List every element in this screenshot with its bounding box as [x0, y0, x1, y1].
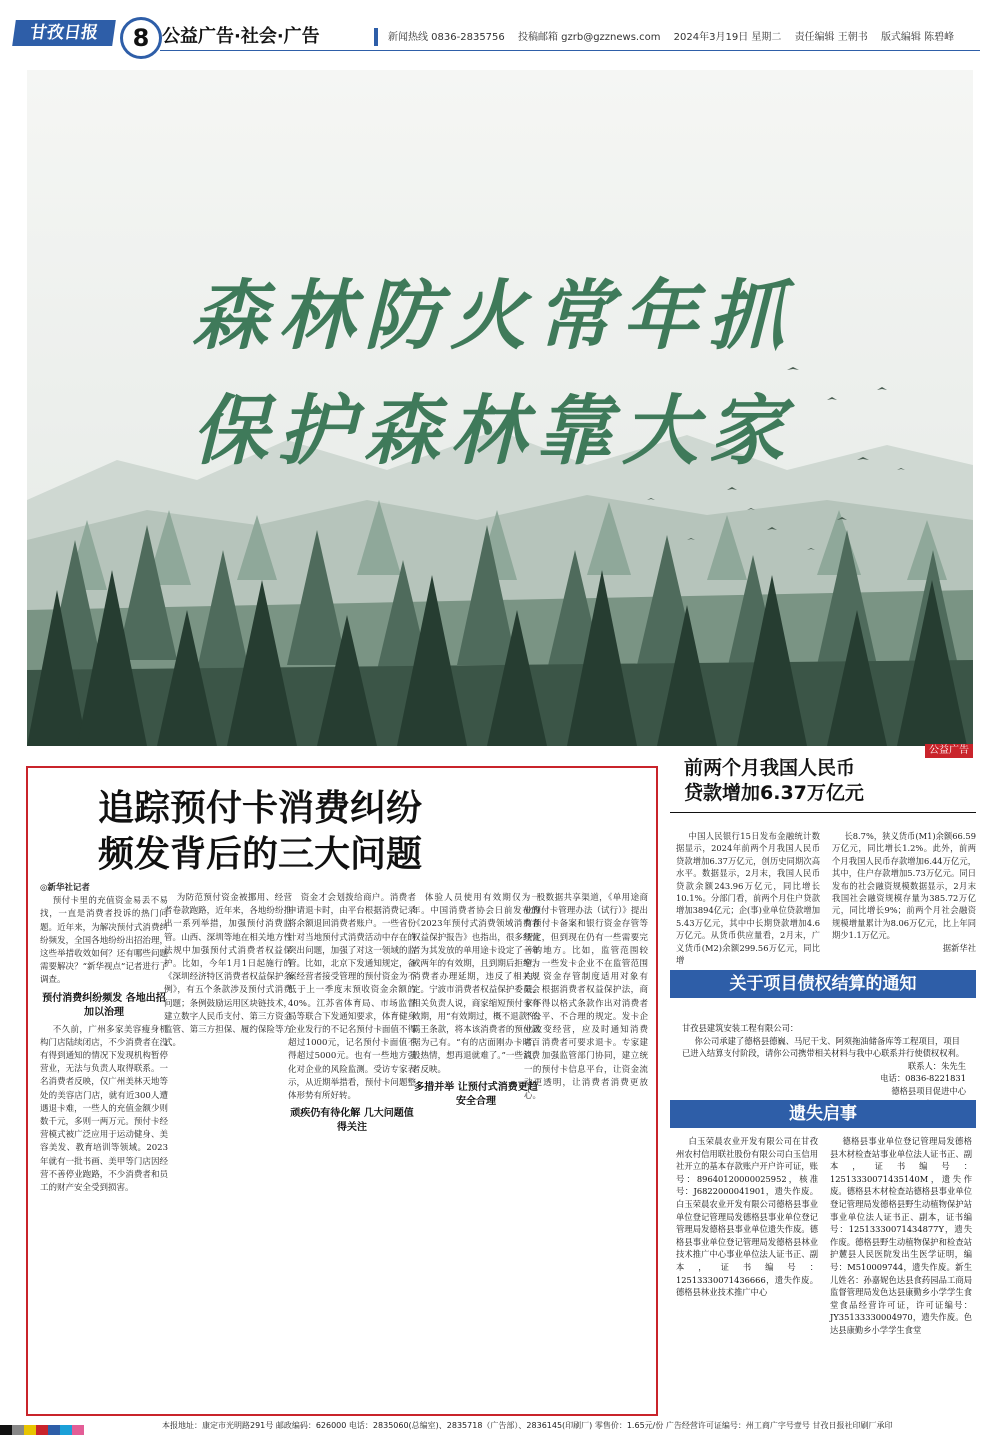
paragraph: 为防范预付资金被挪用、经营者卷款跑路，近年来，各地纷纷推出一系列举措，加强预付消费监管。山西、深圳等地在相关地方性法规中加强预付式消费者权益保护。比如，今年1月1日起施行的《深圳经济特区消费者权益保护条例》，有五个条款涉及预付式消费问题；条例鼓励运用区块链技术，建立数字人民币支付、第三方资金监管、第三方担保、履约保险等方式。	[164, 893, 292, 1049]
lost-notice-title: 遗失启事	[670, 1100, 976, 1128]
paragraph: 不久前，广州多家美容瘦身机构门店陆续闭店，不少消费者在没有得到通知的情况下发现机构暂停营业，无法与负责人取得联系。一名消费者反映，仅广州美林天地等处的美容店门店，就有近300人遭遇退卡难，一些人的充值金额少则数千元，多则一两万元。预付卡经营模式被广泛应用于运动健身、美容美发、教育培训等领域。2023年就有一批书画、美甲等门店因经营不善停业跑路，不少消费者和员工的财产安全受到损害。	[40, 1024, 168, 1194]
subheading-1: 预付消费纠纷频发 各地出招加以治理	[42, 992, 166, 1018]
footer-license: 广告经营许可证编号：州工商广字号壹号	[665, 1421, 810, 1430]
header-rule	[160, 50, 980, 51]
newspaper-logo: 甘孜日报	[12, 20, 116, 46]
lost-column-2	[830, 1135, 972, 1337]
forest-fire-ad	[27, 70, 973, 746]
responsible-editor: 责任编辑 王朝书	[794, 32, 868, 43]
loan-column-2	[832, 830, 976, 954]
notice-body: 你公司承建了德格县德巍、马尼干戈、阿须拖油储备库等工程项目，项目已进入结算支付阶段，请你公司携带相关材料与我中心联系并行使债权权利。	[682, 1035, 965, 1059]
news-source: 据新华社	[942, 942, 976, 953]
notice-title: 关于项目债权结算的通知	[670, 970, 976, 998]
article-column-3	[288, 892, 416, 1402]
article-headline	[98, 786, 598, 878]
footer-printer: 甘孜日报社印刷厂承印	[812, 1421, 893, 1430]
headline-line-1: 追踪预付卡消费纠纷	[98, 788, 423, 829]
ad-label: 公益广告	[925, 744, 973, 758]
slogan-line-1: 森林防火常年抓	[192, 271, 794, 360]
loan-column-1	[676, 830, 820, 966]
footer-postcode: 邮政编码：626000	[275, 1421, 347, 1430]
submission-email[interactable]: 投稿邮箱 gzrb@gzznews.com	[517, 32, 661, 43]
main-article	[26, 766, 658, 1416]
layout-editor: 版式编辑 陈碧峰	[880, 32, 955, 43]
paragraph: 长8.7%，狭义货币(M1)余额66.59万亿元，同比增长1.2%。此外，前两个月我国人民币存款增加6.44万亿元，其中，住户存款增加5.73万亿元。同日发布的社会融资规模数据显示，2月末我国社会融资规模存量为385.72万亿元，同比增长9%；前两个月社会融资规模增量累计为8.06万亿元，比上年同期少1.1万亿元。	[832, 831, 976, 941]
page-number: 8	[120, 17, 162, 59]
paragraph: 德格县事业单位登记管理局发德格县木材检查站事业单位法人证书正、副本，证书编号：12513330071435140M，遗失作废。德格县木材检查站德格县事业单位登记管理局发德格县野生动植物保护站事业单位法人证书正、副本，证书编号：12513330071434877Y，遗失作废。德格县野生动植物保护和检查站护麓县人民医院发出生医学证明，编号：M510009744，遗失作废。新生儿姓名：孙嘉妮色达县食药园品工商局监督管理局发色达县康勤乡小学学生食堂食品经营许可证，许可证编号：JY35133330004970，遗失作废。色达县康勤乡小学学生食堂	[830, 1136, 972, 1335]
subheading-2: 顽疾仍有待化解 几大问题值得关注	[290, 1108, 414, 1134]
print-color-bars	[0, 1420, 84, 1430]
notice-signature: 德格县项目促进中心	[891, 1085, 966, 1096]
footer-price: 零售价：1.65元/份	[594, 1421, 664, 1430]
paragraph: 中国人民银行15日发布金融统计数据显示，2024年前两个月我国人民币贷款增加6.37万亿元，创历史同期次高水平。数据显示，2月末，我国人民币贷款余额243.96万亿元，同比增长10.1%。分部门看，前两个月住户贷款增加3894亿元；企(事)业单位贷款增加5.43万亿元，其中中长期贷款增加4.6万亿元。从货币供应量看，2月末，广义货币(M2)余额299.56万亿元，同比增	[676, 831, 820, 966]
loan-article	[670, 756, 976, 819]
slogan-line-2: 保护森林靠大家	[192, 386, 794, 475]
headline-rule	[670, 812, 976, 813]
loan-headline-2: 贷款增加6.37万亿元	[684, 782, 864, 804]
article-column-4	[412, 892, 540, 1402]
paragraph: 股数据共享渠道，《单用途商业预付卡管理办法（试行）》提出有预付卡备案和银行资金存管等规定，但到现在仍有一些需要完善的地方。比如，监管范围较窄，一些发卡企业不在监管范围内；资金存管制度适用对象有限。根据消费者权益保护法，商家不得以格式条款作出对消费者不公平、不合理的规定。发卡企业改变经营，应及时通知消费者，消费者可要求退卡。专家建议，加强监管部门协同，建立统一的预付卡信息平台，让资金流动更透明，让消费者消费更放心。	[524, 893, 648, 1102]
header-meta	[388, 31, 964, 45]
article-column-5	[524, 892, 648, 1402]
news-hotline: 新闻热线 0836-2835756	[388, 32, 505, 43]
paragraph: 白玉荣晨农业开发有限公司在甘孜州农村信用联社股份有限公司白玉信用社开立的基本存款账户开户许可证，账号：89640120000025952，核准号：J6822000041901，遗失作废。白玉荣晨农业开发有限公司德格县事业单位登记管理局发德格县事业单位登记管理局发德格县事业单位遗失作废。德格县事业单位登记管理局发德格县林业技术推广中心事业单位法人证书正、副本，证书编号：12513330071436666，遗失作废。德格县林业技术推广中心	[676, 1136, 818, 1298]
debt-notice	[682, 1022, 966, 1110]
issue-date: 2024年3月19日 星期二	[673, 32, 782, 43]
header-divider	[374, 28, 378, 46]
subheading-3: 多措并举 让预付式消费更趋安全合理	[414, 1081, 538, 1107]
section-title: 公益广告·社会·广告	[162, 26, 320, 47]
headline-line-2: 频发背后的三大问题	[98, 834, 423, 875]
notice-phone: 电话：0836-8221831	[880, 1073, 966, 1084]
footer	[0, 1418, 1000, 1434]
lead-paragraph: 预付卡里的充值资金易丢不易找，一直是消费者投诉的热门问题。近年来，为解决预付式消费纠纷频发，全国各地纷纷出招治理，这些举措收效如何？还有哪些问题需要解决？“新华视点”记者进行了调查。	[40, 896, 168, 986]
footer-info	[162, 1420, 892, 1432]
footer-phone: 电话：2835060(总编室)、2835718（广告部）、2836145(印刷厂)	[348, 1421, 593, 1430]
notice-contact: 联系人：朱先生	[907, 1060, 966, 1071]
article-column-1	[40, 882, 168, 1195]
footer-address: 本报地址：康定市光明路291号	[162, 1421, 274, 1430]
byline: ◎新华社记者	[40, 883, 90, 893]
loan-headline-1: 前两个月我国人民币	[684, 757, 856, 779]
paragraph: 资金才会划拨给商户。消费者申请退卡时，由平台根据消费记录将余额退回消费者账户。一些省份针对当地预付式消费活动中存在的突出问题，加强了对这一领域的监管。比如，北京下发通知规定，备案经营者接受管理的预付资金为不低于上一季度末预收资金余额的40%。江苏省体育局、市场监督局等联合下发通知要求，体育健身企业发行的不记名预付卡面值不得超过1000元，记名预付卡面值不得超过5000元。也有一些地方强化对企业的风险监测。受访专家表示，从近期举措看，预付卡问题整体形势有所好转。	[288, 893, 416, 1102]
notice-recipient: 甘孜县建筑安装工程有限公司：	[682, 1023, 799, 1033]
lost-column-1	[676, 1135, 818, 1299]
paragraph: 体验人员使用有效期仅为一年。中国消费者协会日前发布的《2023年预付式消费领域消费者权益保护报告》也指出，很多经营者为其发放的单用途卡设定了一年或两年的有效期，且到期后拒绝为消费者办理延期，违反了相关规定。宁波市消费者权益保护委员会相关负责人说，商家缩短预付卡有效期，用“有效期过，概不退款”的霸王条款，将本该消费者的预付款据为己有。“有的店面刚办卡时百般热情，想再退就难了。”一些消费者反映。	[412, 893, 540, 1075]
article-column-2	[164, 892, 292, 1402]
masthead	[0, 0, 1000, 60]
